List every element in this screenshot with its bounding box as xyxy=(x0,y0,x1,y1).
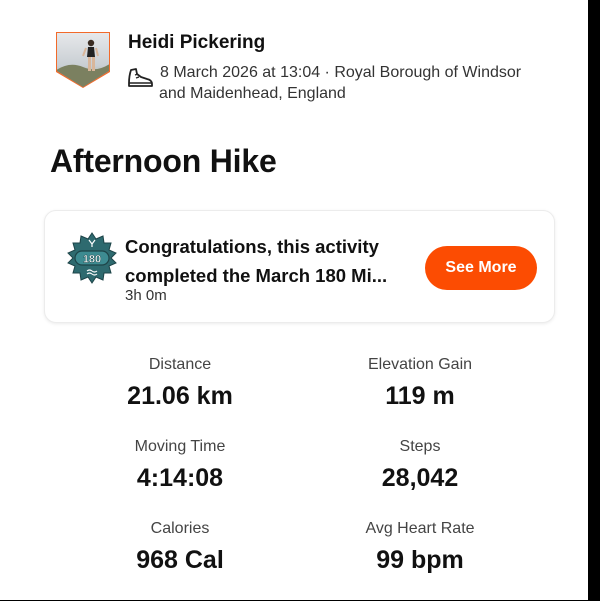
athlete-name[interactable]: Heidi Pickering xyxy=(128,32,266,53)
stat-label: Elevation Gain xyxy=(367,356,473,373)
stat-label: Calories xyxy=(150,520,210,537)
stat-value: 119 m xyxy=(385,382,455,410)
stat-label: Moving Time xyxy=(134,438,226,455)
challenge-card[interactable] xyxy=(44,210,555,323)
stat-value: 21.06 km xyxy=(127,382,233,410)
stat-moving-time xyxy=(60,437,300,519)
stat-value: 99 bpm xyxy=(376,546,464,574)
stat-distance xyxy=(60,355,300,437)
challenge-duration: 3h 0m xyxy=(125,287,167,304)
challenge-message-line2: completed the March 180 Mi... xyxy=(125,265,388,286)
stat-label: Steps xyxy=(399,438,441,455)
stat-value: 28,042 xyxy=(381,464,459,492)
challenge-badge-icon xyxy=(65,231,119,285)
stat-label: Distance xyxy=(148,356,212,373)
activity-title: Afternoon Hike xyxy=(50,143,277,179)
see-more-button[interactable]: See More xyxy=(425,246,537,290)
challenge-message-line1: Congratulations, this activity xyxy=(125,236,379,257)
hiking-shoe-icon xyxy=(127,66,154,90)
activity-date-location-line2: and Maidenhead, England xyxy=(159,85,346,102)
stat-calories xyxy=(60,519,300,601)
stat-steps xyxy=(300,437,540,519)
avatar[interactable] xyxy=(55,31,111,89)
challenge-badge-text: 180 xyxy=(82,253,102,266)
activity-date-location-line1: 8 March 2026 at 13:04 · Royal Borough of Windsor xyxy=(160,64,522,81)
activity-date-location xyxy=(160,62,560,104)
stat-elevation-gain xyxy=(300,355,540,437)
stat-value: 4:14:08 xyxy=(136,464,224,492)
stat-value: 968 Cal xyxy=(136,546,224,574)
stats-grid xyxy=(60,355,540,601)
challenge-message xyxy=(125,232,415,290)
stat-label: Avg Heart Rate xyxy=(365,520,475,537)
stat-avg-heart-rate xyxy=(300,519,540,601)
